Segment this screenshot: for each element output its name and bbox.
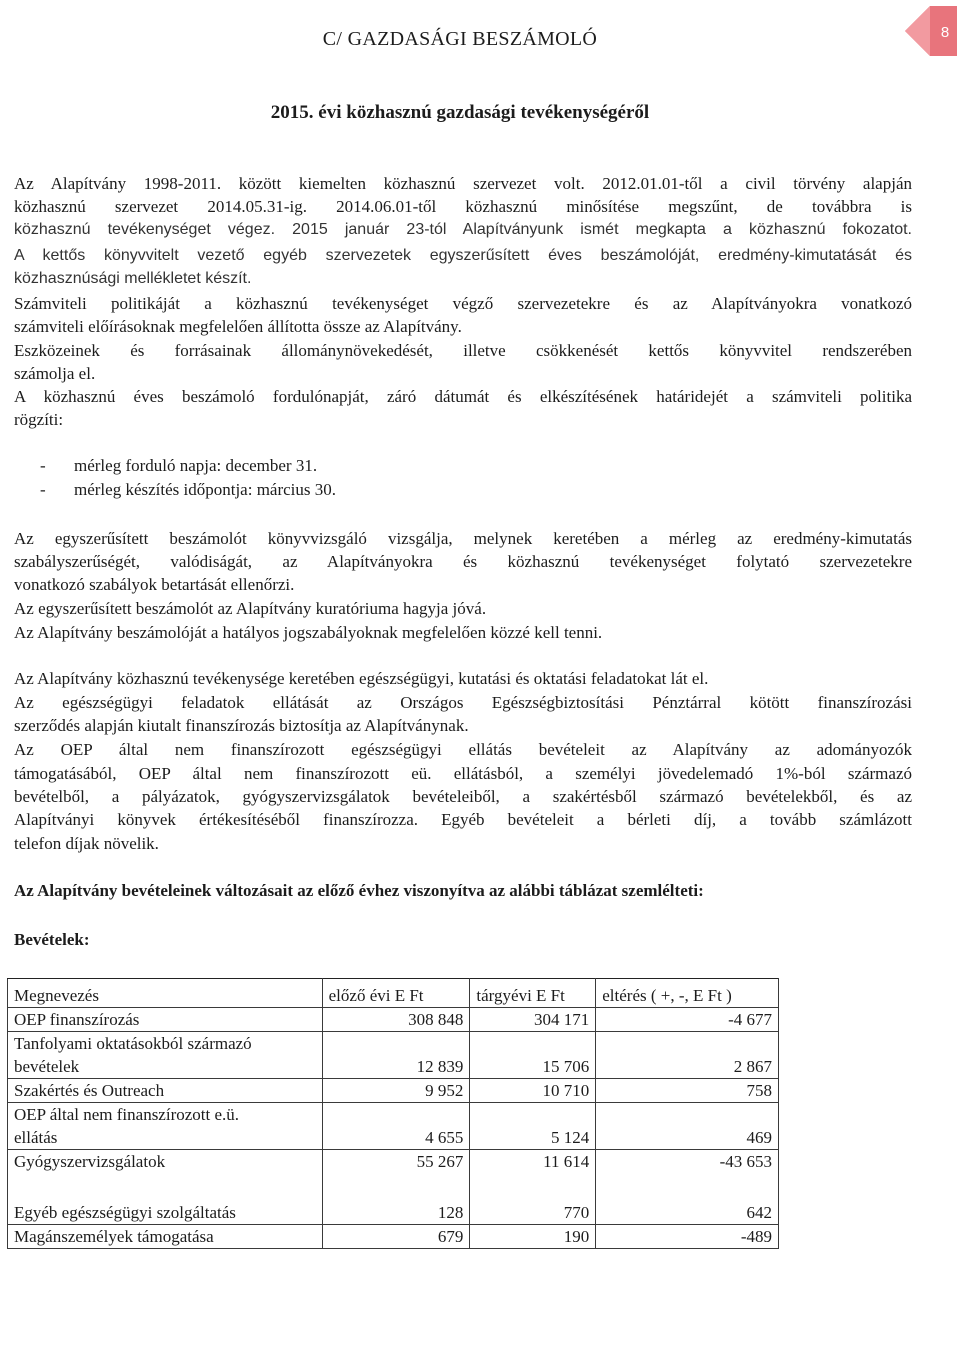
paragraph-line: A kettős könyvvitelt vezető egyéb szervezetek egyszerűsített éves beszámolóját, eredmény-kimutatását és — [14, 247, 912, 264]
cell-diff — [596, 1032, 779, 1056]
list-item: mérleg forduló napja: december 31. — [74, 456, 318, 475]
paragraph-line: támogatásából, OEP által nem finanszírozott eü. ellátásból, a személyi jövedelemadó 1%-ból származó — [14, 764, 912, 783]
list-dash: - — [40, 456, 46, 475]
table-intro: Az Alapítvány bevételeinek változásait az előző évhez viszonyítva az alábbi táblázat szemlélteti: — [14, 881, 704, 900]
cell-name — [8, 1173, 323, 1201]
paragraph-line: Eszközeinek és forrásainak állománynövekedését, illetve csökkenését kettős könyvvitel rendszerében — [14, 341, 912, 360]
paragraph-line: Az OEP által nem finanszírozott egészségügyi ellátás bevételeit az Alapítvány az adományozók — [14, 740, 912, 759]
cell-name: Magánszemélyek támogatása — [8, 1225, 323, 1249]
table-row — [8, 1150, 779, 1174]
page-subtitle: 2015. évi közhasznú gazdasági tevékenységéről — [270, 102, 650, 123]
table-row — [8, 1008, 779, 1032]
cell-diff: 758 — [596, 1079, 779, 1103]
cell-curr: 5 124 — [470, 1126, 596, 1150]
list-item: mérleg készítés időpontja: március 30. — [74, 480, 337, 499]
cell-prev: 308 848 — [322, 1008, 470, 1032]
cell-prev — [322, 1032, 470, 1056]
column-header: Megnevezés — [8, 979, 323, 1008]
cell-prev: 128 — [322, 1201, 470, 1225]
table-row — [8, 1225, 779, 1249]
table-row — [8, 1126, 779, 1150]
paragraph-line: szerződés alapján kiutalt finanszírozás biztosítja az Alapítványnak. — [14, 716, 469, 735]
paragraph-line: számolja el. — [14, 364, 96, 383]
column-header: eltérés ( +, -, E Ft ) — [596, 979, 779, 1008]
cell-name: Szakértés és Outreach — [8, 1079, 323, 1103]
table-row — [8, 1079, 779, 1103]
cell-curr: 15 706 — [470, 1055, 596, 1079]
table-row — [8, 1201, 779, 1225]
cell-prev: 9 952 — [322, 1079, 470, 1103]
revenue-table — [7, 978, 779, 1249]
cell-curr: 304 171 — [470, 1008, 596, 1032]
paragraph-line: telefon díjak növelik. — [14, 834, 159, 853]
paragraph-line: vonatkozó szabályok betartását ellenőrzi. — [14, 575, 295, 594]
table-row — [8, 1032, 779, 1056]
cell-curr — [470, 1173, 596, 1201]
paragraph-line: Számviteli politikáját a közhasznú tevékenységet végző szervezetekre és az Alapítványokra vonatkozó — [14, 294, 912, 313]
table-row — [8, 1055, 779, 1079]
cell-curr: 11 614 — [470, 1150, 596, 1174]
paragraph-line: közhasznú szervezet 2014.05.31-ig. 2014.06.01-től közhasznú minősítése megszűnt, de továbbra is — [14, 197, 912, 216]
paragraph-line: Az egészségügyi feladatok ellátását az Országos Egészségbiztosítási Pénztárral kötött finanszírozási — [14, 693, 912, 712]
cell-prev: 12 839 — [322, 1055, 470, 1079]
cell-curr — [470, 1032, 596, 1056]
cell-prev: 4 655 — [322, 1126, 470, 1150]
cell-prev — [322, 1103, 470, 1127]
cell-name: bevételek — [8, 1055, 323, 1079]
cell-prev: 679 — [322, 1225, 470, 1249]
cell-name: OEP finanszírozás — [8, 1008, 323, 1032]
cell-diff: 642 — [596, 1201, 779, 1225]
cell-diff — [596, 1103, 779, 1127]
paragraph-line: közhasznúsági mellékletet készít. — [14, 270, 252, 287]
paragraph-line: Az egyszerűsített beszámolót könyvvizsgáló vizsgálja, melynek keretében a mérleg az eredmény-kimutatás — [14, 529, 912, 548]
column-header: előző évi E Ft — [322, 979, 470, 1008]
cell-curr: 770 — [470, 1201, 596, 1225]
cell-name: Tanfolyami oktatásokból származó — [8, 1032, 323, 1056]
paragraph-line: Az egyszerűsített beszámolót az Alapítvány kuratóriuma hagyja jóvá. — [14, 599, 487, 618]
table-header-row — [8, 979, 779, 1008]
cell-diff: 2 867 — [596, 1055, 779, 1079]
cell-name: Gyógyszervizsgálatok — [8, 1150, 323, 1174]
cell-curr — [470, 1103, 596, 1127]
cell-prev — [322, 1173, 470, 1201]
page-title: C/ GAZDASÁGI BESZÁMOLÓ — [322, 28, 598, 50]
cell-prev: 55 267 — [322, 1150, 470, 1174]
cell-name: ellátás — [8, 1126, 323, 1150]
cell-curr: 10 710 — [470, 1079, 596, 1103]
table-row — [8, 1103, 779, 1127]
cell-diff: -4 677 — [596, 1008, 779, 1032]
paragraph-line: Az Alapítvány 1998-2011. között kiemelten közhasznú szervezet volt. 2012.01.01-től a civil törvény alapján — [14, 174, 912, 193]
cell-diff: -43 653 — [596, 1150, 779, 1174]
page-number: 8 — [940, 24, 950, 41]
table-row — [8, 1173, 779, 1201]
cell-diff — [596, 1173, 779, 1201]
column-header: tárgyévi E Ft — [470, 979, 596, 1008]
paragraph-line: közhasznú tevékenységet végez. 2015 január 23-tól Alapítványunk ismét megkapta a közhasznú fokozatot. — [14, 221, 912, 238]
list-dash: - — [40, 480, 46, 499]
paragraph-line: Alapítványi könyvek értékesítéséből finanszírozza. Egyéb bevételeit a bérleti díj, a tovább számlázott — [14, 810, 912, 829]
paragraph-line: A közhasznú éves beszámoló fordulónapját, záró dátumát és elkészítésének határidejét a számviteli politika — [14, 387, 912, 406]
paragraph-line: Az Alapítvány beszámolóját a hatályos jogszabályoknak megfelelően közzé kell tenni. — [14, 623, 603, 642]
cell-curr: 190 — [470, 1225, 596, 1249]
cell-name: OEP által nem finanszírozott e.ü. — [8, 1103, 323, 1127]
paragraph-line: szabályszerűségét, valódiságát, az Alapítványokra és közhasznú tevékenységet folytató szervezetekre — [14, 552, 912, 571]
paragraph-line: rögzíti: — [14, 410, 64, 429]
cell-diff: -489 — [596, 1225, 779, 1249]
table-title: Bevételek: — [14, 930, 90, 949]
paragraph-line: Az Alapítvány közhasznú tevékenysége keretében egészségügyi, kutatási és oktatási feladatokat lát el. — [14, 669, 709, 688]
cell-name: Egyéb egészségügyi szolgáltatás — [8, 1201, 323, 1225]
paragraph-line: bevételből, a pályázatok, gyógyszervizsgálatok bevételeiből, a szakértésből származó bevételekből, és az — [14, 787, 912, 806]
cell-diff: 469 — [596, 1126, 779, 1150]
paragraph-line: számviteli előírásoknak megfelelően állította össze az Alapítvány. — [14, 317, 462, 336]
